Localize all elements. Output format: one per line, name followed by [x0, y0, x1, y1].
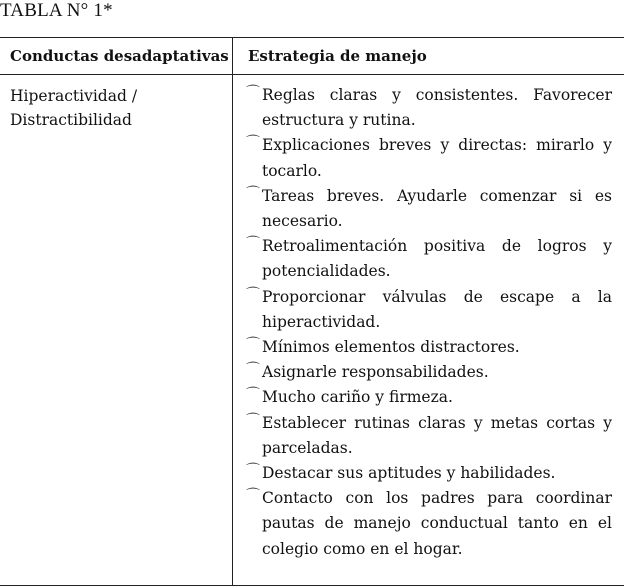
strategy-text: Establecer rutinas claras y metas cortas y parceladas.: [262, 413, 612, 457]
strategy-text: Contacto con los padres para coordinar pautas de manejo conductual tanto en el colegio como en el hogar.: [262, 489, 612, 558]
strategy-item: [246, 461, 612, 486]
strategy-text: Mucho cariño y firmeza.: [262, 388, 453, 407]
strategy-text: Mínimos elementos distractores.: [262, 338, 520, 357]
strategy-item: [246, 285, 612, 335]
curved-dash-bullet-icon: ⌒: [246, 412, 260, 429]
curved-dash-bullet-icon: ⌒: [246, 463, 260, 480]
behavior-strategy-table: [0, 37, 624, 586]
curved-dash-bullet-icon: ⌒: [246, 185, 260, 202]
curved-dash-bullet-icon: ⌒: [246, 85, 260, 101]
strategy-text: Explicaciones breves y directas: mirarlo y tocarlo.: [262, 136, 612, 180]
curved-dash-bullet-icon: ⌒: [246, 387, 260, 404]
strategy-item: [246, 486, 612, 562]
header-divider: [0, 74, 624, 75]
behavior-cell: Hiperactividad / Distractibilidad: [10, 87, 138, 129]
strategy-item: [246, 360, 612, 385]
strategy-text: Retroalimentación positiva de logros y potencialidades.: [262, 237, 612, 281]
header-behaviors: Conductas desadaptativas: [10, 47, 229, 65]
strategy-item: [246, 184, 612, 234]
strategy-text: Asignarle responsabilidades.: [262, 363, 489, 382]
strategy-list: [246, 83, 612, 562]
column-divider: [232, 38, 233, 585]
strategy-text: Destacar sus aptitudes y habilidades.: [262, 464, 556, 483]
curved-dash-bullet-icon: ⌒: [246, 236, 260, 253]
strategy-item: [246, 234, 612, 284]
strategy-item: [246, 83, 612, 133]
curved-dash-bullet-icon: ⌒: [246, 362, 260, 379]
header-strategy: Estrategia de manejo: [248, 47, 427, 65]
curved-dash-bullet-icon: ⌒: [246, 286, 260, 303]
strategy-text: Tareas breves. Ayudarle comenzar si es necesario.: [262, 186, 612, 231]
strategy-text: Proporcionar válvulas de escape a la hiperactividad.: [262, 287, 612, 331]
strategy-item: [246, 133, 612, 183]
strategy-item: [246, 335, 612, 360]
curved-dash-bullet-icon: ⌒: [246, 488, 260, 505]
table-title: TABLA N° 1*: [0, 0, 113, 21]
strategy-item: [246, 411, 612, 461]
curved-dash-bullet-icon: ⌒: [246, 135, 260, 152]
curved-dash-bullet-icon: ⌒: [246, 337, 260, 354]
strategy-item: [246, 385, 612, 410]
strategy-text: Reglas claras y consistentes. Favorecer estructura y rutina.: [262, 86, 612, 130]
